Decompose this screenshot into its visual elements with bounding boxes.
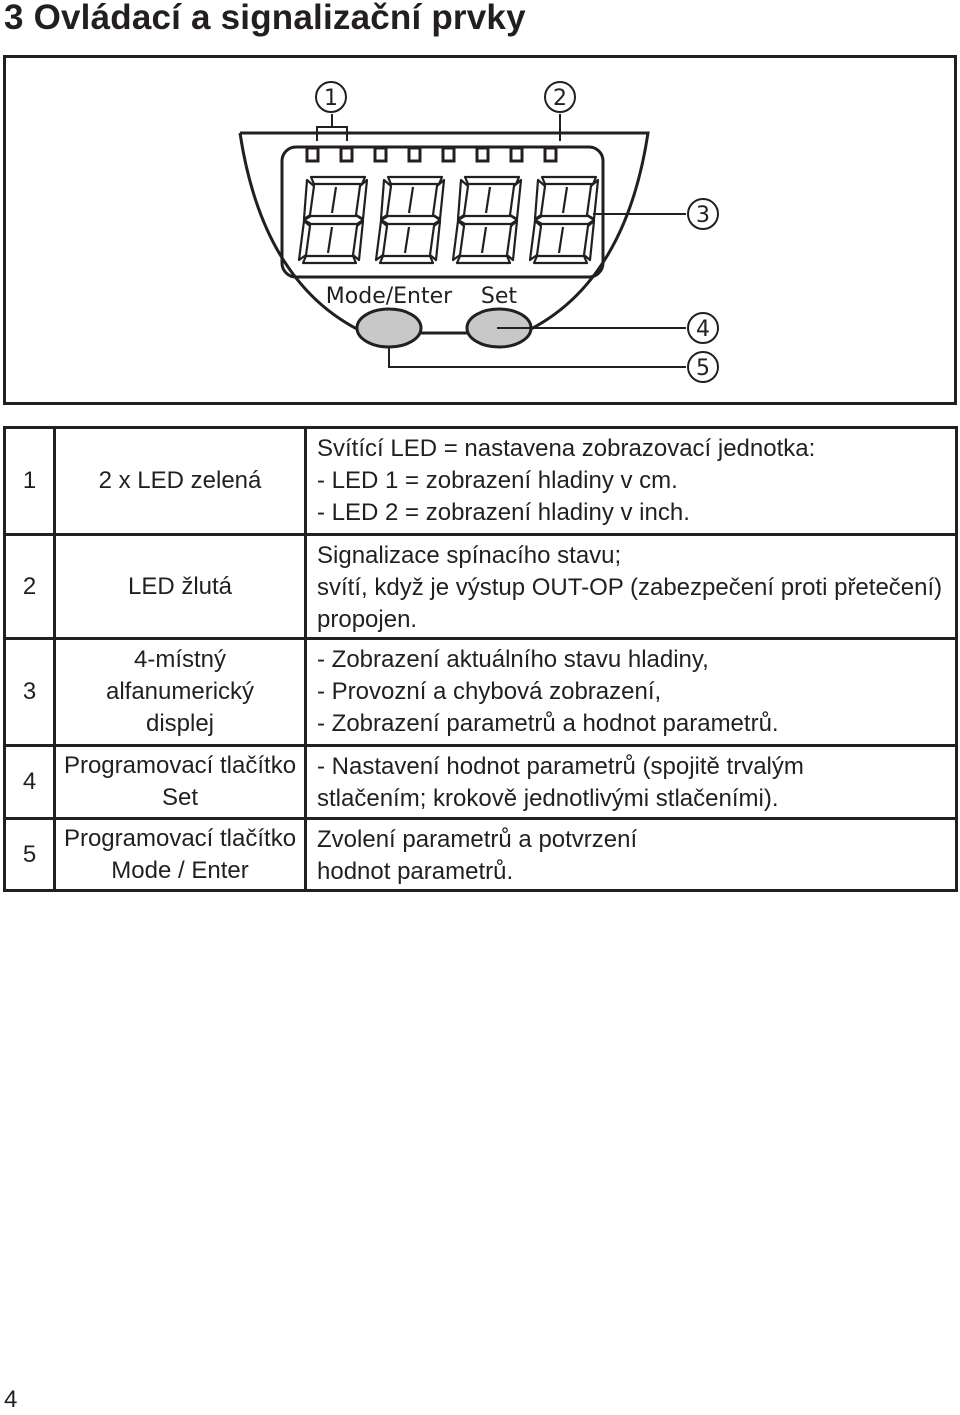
mode-enter-button — [357, 309, 421, 347]
item-number: 5 — [5, 819, 55, 891]
callout-3-label: 3 — [696, 203, 710, 228]
device-diagram — [3, 55, 957, 405]
callout-5-label: 5 — [696, 356, 710, 381]
table-row — [5, 428, 957, 535]
item-description: Zvolení parametrů a potvrzení hodnot parametrů. — [306, 819, 957, 891]
item-name: 2 x LED zelená — [55, 428, 306, 535]
legend-table — [3, 426, 958, 892]
item-description: Signalizace spínacího stavu; svítí, když je výstup OUT-OP (zabezpečení proti přetečení) propojen. — [306, 535, 957, 639]
table-row — [5, 639, 957, 746]
item-description: - Zobrazení aktuálního stavu hladiny, - Provozní a chybová zobrazení, - Zobrazení parametrů a hodnot parametrů. — [306, 639, 957, 746]
item-name: Programovací tlačítko Set — [55, 746, 306, 819]
page-title: 3 Ovládací a signalizační prvky — [4, 0, 526, 37]
item-number: 2 — [5, 535, 55, 639]
item-number: 3 — [5, 639, 55, 746]
callout-4-label: 4 — [696, 317, 710, 342]
item-name: LED žlutá — [55, 535, 306, 639]
callout-1-label: 1 — [324, 86, 338, 111]
item-name: 4-místný alfanumerický displej — [55, 639, 306, 746]
mode-enter-label: Mode/Enter — [325, 284, 453, 309]
callout-2-label: 2 — [553, 86, 567, 111]
set-label: Set — [480, 284, 518, 309]
item-name: Programovací tlačítko Mode / Enter — [55, 819, 306, 891]
table-row — [5, 746, 957, 819]
item-number: 4 — [5, 746, 55, 819]
item-description: Svítící LED = nastavena zobrazovací jednotka: - LED 1 = zobrazení hladiny v cm. - LED 2 = zobrazení hladiny v inch. — [306, 428, 957, 535]
item-number: 1 — [5, 428, 55, 535]
item-description: - Nastavení hodnot parametrů (spojitě trvalým stlačením; krokově jednotlivými stlačeními). — [306, 746, 957, 819]
page-number: 4 — [4, 1386, 18, 1413]
table-row — [5, 535, 957, 639]
table-row — [5, 819, 957, 891]
